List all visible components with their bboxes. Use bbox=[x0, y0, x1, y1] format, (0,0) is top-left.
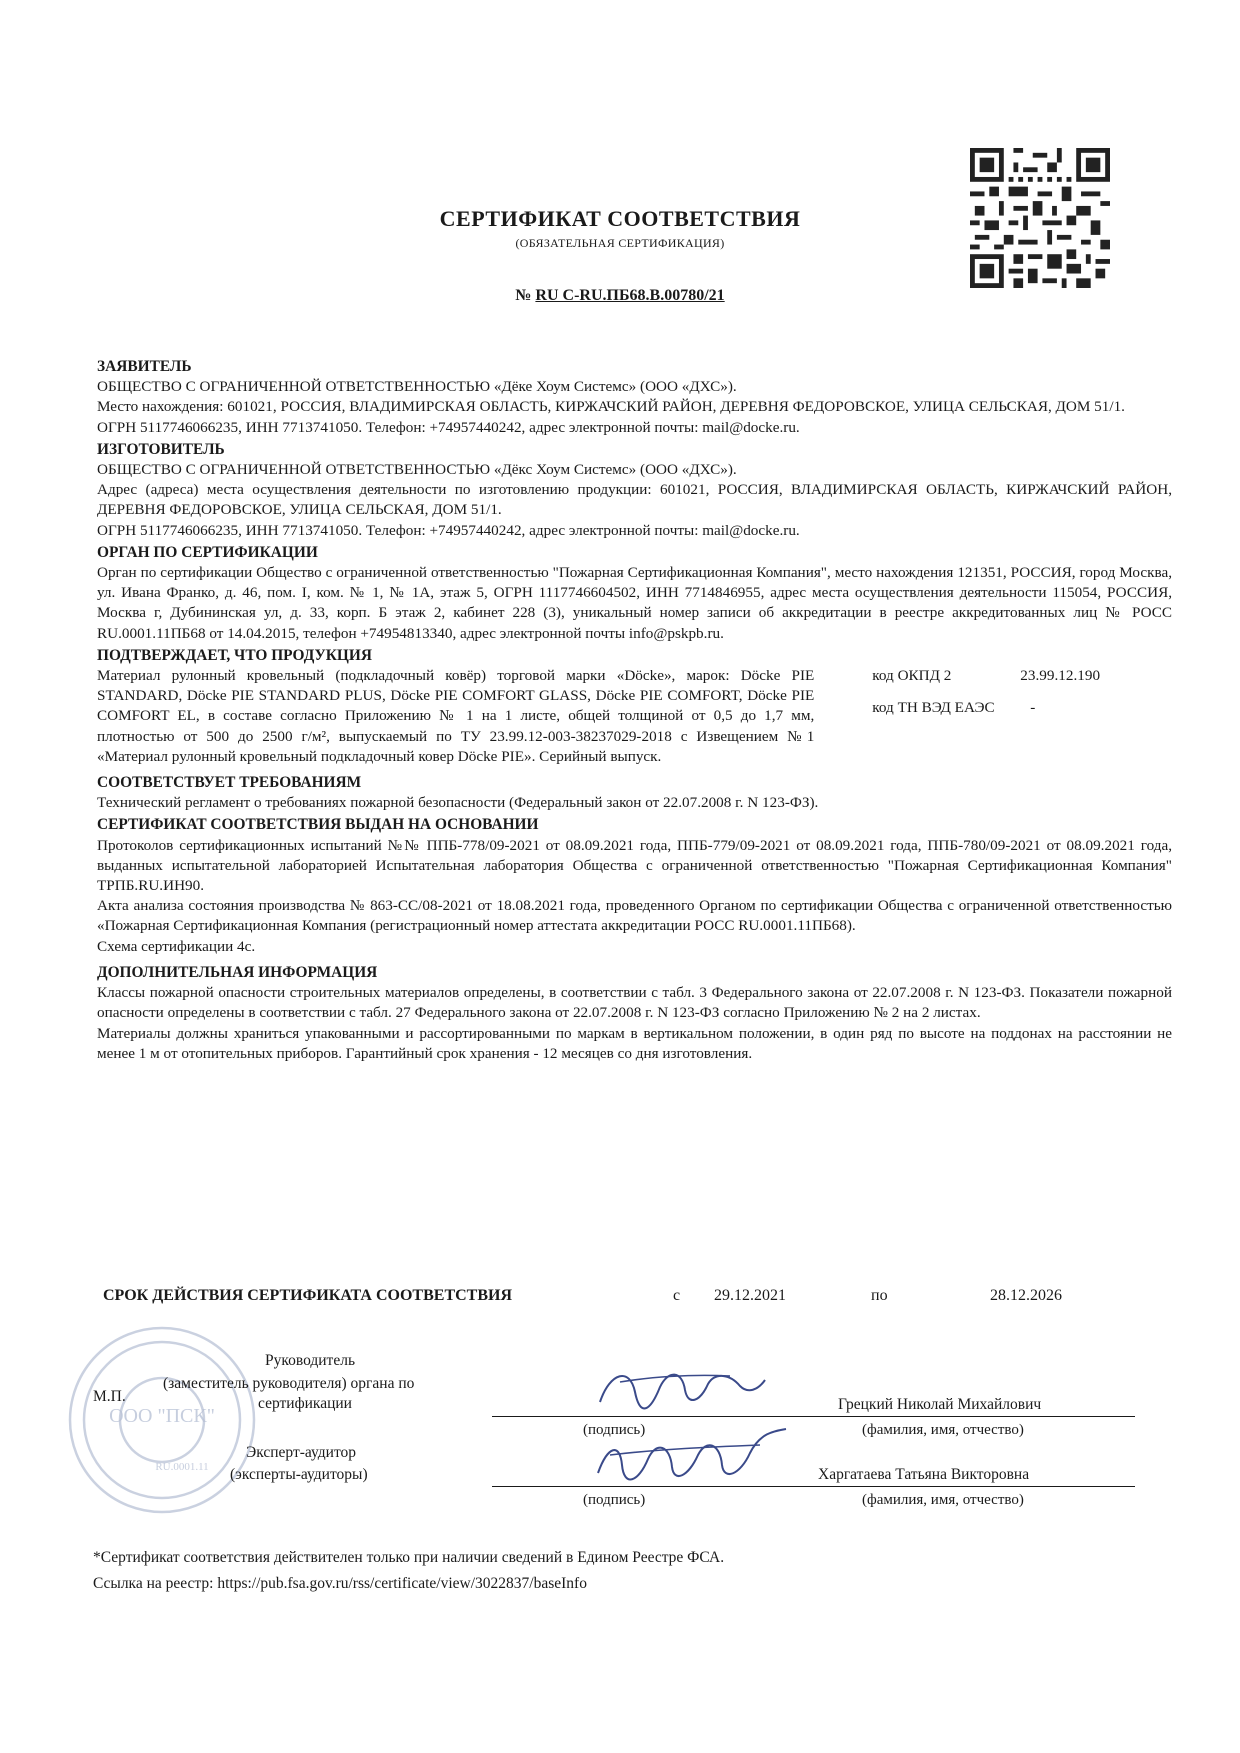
head-sign-caption: (подпись) bbox=[583, 1422, 646, 1438]
validity-to-word: по bbox=[871, 1287, 888, 1304]
okpd-label: код ОКПД 2 bbox=[872, 667, 952, 685]
number-prefix: № bbox=[515, 287, 536, 304]
qr-code-icon bbox=[970, 148, 1110, 288]
applicant-contacts: ОГРН 5117746066235, ИНН 7713741050. Телефон: +74957440242, адрес электронной почты: mail@docke.ru. bbox=[97, 418, 800, 436]
okpd-value: 23.99.12.190 bbox=[1020, 667, 1101, 685]
requirements-heading: СООТВЕТСТВУЕТ ТРЕБОВАНИЯМ bbox=[97, 774, 362, 792]
registry-link[interactable]: Ссылка на реестр: https://pub.fsa.gov.ru/rss/certificate/view/3022837/baseInfo bbox=[93, 1575, 587, 1592]
head-signature-line bbox=[492, 1416, 1135, 1417]
applicant-address: Место нахождения: 601021, РОССИЯ, ВЛАДИМИРСКАЯ ОБЛАСТЬ, КИРЖАЧСКИЙ РАЙОН, ДЕРЕВНЯ ФЕДОРОВСКОЕ, УЛИЦА СЕЛЬСКАЯ, ДОМ 51/1. bbox=[97, 398, 1125, 416]
validity-label: СРОК ДЕЙСТВИЯ СЕРТИФИКАТА СООТВЕТСТВИЯ bbox=[103, 1287, 513, 1304]
okpd-row bbox=[872, 666, 1172, 698]
head-name-caption: (фамилия, имя, отчество) bbox=[862, 1422, 1024, 1438]
basis-heading: СЕРТИФИКАТ СООТВЕТСТВИЯ ВЫДАН НА ОСНОВАНИИ bbox=[97, 816, 539, 834]
product-codes bbox=[872, 666, 1172, 767]
manufacturer-name: ОБЩЕСТВО С ОГРАНИЧЕННОЙ ОТВЕТСТВЕННОСТЬЮ «Дёкс Хоум Системс» (ООО «ДХС»). bbox=[97, 461, 737, 479]
tnved-row bbox=[872, 698, 1172, 730]
validity-from-word: с bbox=[673, 1287, 681, 1304]
validity-to-date: 28.12.2026 bbox=[990, 1287, 1062, 1304]
manufacturer-address: Адрес (адреса) места осуществления деятельности по изготовлению продукции: 601021, РОССИЯ, ВЛАДИМИРСКАЯ ОБЛАСТЬ, КИРЖАЧСКИЙ РАЙОН, ДЕРЕВНЯ ФЕДОРОВСКОЕ, УЛИЦА СЕЛЬСКАЯ, ДОМ 51/1. bbox=[97, 481, 1172, 519]
validity-from-date: 29.12.2021 bbox=[714, 1287, 786, 1304]
product-heading: ПОДТВЕРЖДАЕТ, ЧТО ПРОДУКЦИЯ bbox=[97, 646, 372, 664]
expert-sign-caption: (подпись) bbox=[583, 1492, 646, 1508]
additional-storage: Материалы должны храниться упакованными и рассортированными по маркам в вертикальном положении, в один ряд по высоте на поддонах на расстоянии не менее 1 м от отопительных приборов. Гарантийный срок хранения - 12 месяцев со дня изготовления. bbox=[97, 1024, 1172, 1062]
validity-row bbox=[103, 1287, 1103, 1311]
certificate-subtitle: (ОБЯЗАТЕЛЬНАЯ СЕРТИФИКАЦИЯ) bbox=[515, 236, 725, 250]
footer-note: *Сертификат соответствия действителен только при наличии сведений в Едином Реестре ФСА. bbox=[93, 1549, 725, 1566]
additional-fire-classes: Классы пожарной опасности строительных материалов определены, в соответствии с табл. 3 Федерального закона от 22.07.2008 г. N 123-ФЗ. Показатели пожарной опасности определены в соответствии с табл. 27 Федерального закона от 22.07.2008 г. N 123-ФЗ согласно Приложению № 2 на 2 листах. bbox=[97, 984, 1172, 1022]
certificate-title: СЕРТИФИКАТ СООТВЕТСТВИЯ bbox=[439, 206, 801, 231]
stamp-text: ООО "ПСК" bbox=[109, 1405, 215, 1427]
expert-signature bbox=[590, 1425, 790, 1495]
cert-body-text: Орган по сертификации Общество с ограниченной ответственностью "Пожарная Сертификационная Компания", место нахождения 121351, РОССИЯ, город Москва, ул. Ивана Франко, д. 46, пом. I, ком. № 1, № 1А, этаж 5, ОГРН 1117746604502, ИНН 7714846955, адрес места осуществления деятельности 115054, РОССИЯ, Москва г, Дубининская ул, д. 33, корп. Б этаж 2, кабинет 228 (3), уникальный номер записи об аккредитации в реестре аккредитованных лиц № РОСС RU.0001.11ПБ68 от 14.04.2015, телефон +74954813340, адрес электронной почты info@pskpb.ru. bbox=[97, 564, 1172, 642]
expert-title-line1: Эксперт-аудитор bbox=[246, 1444, 357, 1461]
applicant-name: ОБЩЕСТВО С ОГРАНИЧЕННОЙ ОТВЕТСТВЕННОСТЬЮ «Дёке Хоум Системс» (ООО «ДХС»). bbox=[97, 378, 737, 396]
certificate-body bbox=[97, 355, 1172, 1064]
manufacturer-heading: ИЗГОТОВИТЕЛЬ bbox=[97, 440, 225, 458]
head-title-line2: (заместитель руководителя) органа по bbox=[163, 1375, 415, 1392]
head-title-line1: Руководитель bbox=[265, 1352, 356, 1369]
product-section bbox=[97, 666, 1172, 767]
certificate-number bbox=[380, 287, 860, 305]
basis-audit-act: Акта анализа состояния производства № 863-СС/08-2021 от 18.08.2021 года, проведенного Органом по сертификации Общества с ограниченной ответственностью «Пожарная Сертификационная Компания (регистрационный номер аттестата аккредитации РОСС RU.0001.11ПБ68). bbox=[97, 897, 1172, 935]
footer bbox=[93, 1545, 1193, 1597]
stamp-number: RU.0001.11 bbox=[155, 1461, 209, 1473]
cert-body-heading: ОРГАН ПО СЕРТИФИКАЦИИ bbox=[97, 543, 318, 561]
applicant-heading: ЗАЯВИТЕЛЬ bbox=[97, 358, 192, 375]
expert-name-caption: (фамилия, имя, отчество) bbox=[862, 1492, 1024, 1508]
product-description: Материал рулонный кровельный (подкладочный ковёр) торговой марки «Döcke», марок: Döcke PIE STANDARD, Döcke PIE STANDARD PLUS, Döcke PIE COMFORT GLASS, Döcke PIE COMFORT, Döcke PIE COMFORT EL, в составе согласно Приложению № 1 на 1 листе, общей толщиной от 0,5 до 1,7 мм, плотностью от 500 до 2500 г/м², выпускаемый по ТУ 23.99.12-003-38237029-2018 с Извещением №1 «Материал рулонный кровельный подкладочный ковер Döcke PIE». Серийный выпуск. bbox=[97, 667, 815, 765]
expert-title-line2: (эксперты-аудиторы) bbox=[230, 1466, 368, 1483]
expert-signature-line bbox=[492, 1486, 1135, 1487]
requirements-text: Технический регламент о требованиях пожарной безопасности (Федеральный закон от 22.07.2008 г. N 123-ФЗ). bbox=[97, 794, 819, 812]
tnved-value: - bbox=[1030, 699, 1036, 717]
tnved-label: код ТН ВЭД ЕАЭС bbox=[872, 699, 995, 717]
mp-label: М.П. bbox=[93, 1388, 126, 1405]
head-signature bbox=[590, 1362, 770, 1422]
head-name: Грецкий Николай Михайлович bbox=[838, 1396, 1042, 1413]
head-title-line3: сертификации bbox=[258, 1395, 352, 1412]
basis-scheme: Схема сертификации 4с. bbox=[97, 937, 256, 955]
manufacturer-contacts: ОГРН 5117746066235, ИНН 7713741050. Телефон: +74957440242, адрес электронной почты: mail@docke.ru. bbox=[97, 521, 800, 539]
number-value: RU C-RU.ПБ68.В.00780/21 bbox=[535, 287, 725, 304]
basis-protocols: Протоколов сертификационных испытаний №№ ППБ-778/09-2021 от 08.09.2021 года, ППБ-779/09-2021 от 08.09.2021 года, ППБ-780/09-2021 от 08.09.2021 года, выданных испытательной лабораторией Испытательная лаборатория Общества с ограниченной ответственностью "Пожарная Сертификационная Компания" ТРПБ.RU.ИН90. bbox=[97, 836, 1172, 895]
additional-heading: ДОПОЛНИТЕЛЬНАЯ ИНФОРМАЦИЯ bbox=[97, 963, 378, 981]
expert-name: Харгатаева Татьяна Викторовна bbox=[818, 1466, 1030, 1483]
